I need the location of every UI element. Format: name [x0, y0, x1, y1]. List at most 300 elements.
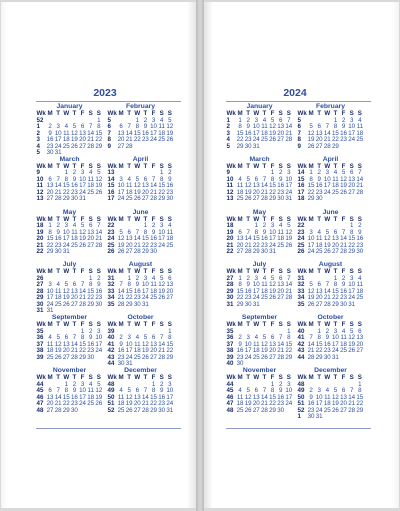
day-cell: 12: [331, 393, 339, 401]
day-cell: 11: [236, 393, 244, 401]
day-cell: 18: [315, 241, 323, 249]
weekday-header-cell: W: [253, 110, 260, 117]
week-row: [107, 302, 174, 309]
weekday-header-cell: S: [167, 110, 172, 117]
empty-day-cell: [150, 302, 158, 309]
weekday-header-row: [36, 269, 103, 275]
weekday-header-cell: F: [341, 374, 346, 381]
week-number: 46: [226, 393, 234, 401]
day-cell: 22: [236, 136, 244, 143]
day-cell: 22: [62, 400, 70, 407]
day-cell: 13: [315, 287, 323, 295]
day-cell: 27: [356, 347, 364, 355]
day-cell: 20: [356, 340, 364, 348]
day-cell: 17: [244, 347, 252, 355]
day-cell: 15: [269, 182, 276, 190]
day-cell: 17: [285, 182, 293, 190]
day-cell: 15: [348, 235, 356, 243]
day-cell: 30: [95, 300, 103, 308]
day-cell: 25: [236, 195, 244, 203]
weekday-header-cell: F: [80, 162, 85, 170]
weekday-header-cell: S: [357, 321, 362, 329]
day-cell: 8: [333, 281, 338, 289]
day-cell: 27: [315, 142, 323, 150]
day-cell: 29: [348, 248, 356, 256]
day-cell: 12: [70, 129, 78, 137]
day-cell: 22: [133, 136, 141, 143]
bottom-divider: [226, 428, 371, 429]
empty-day-cell: [166, 249, 174, 256]
weekday-header-cell: S: [357, 268, 362, 276]
day-cell: 3: [159, 222, 164, 230]
day-cell: 6: [64, 334, 69, 342]
day-cell: 7: [127, 123, 131, 130]
day-cell: 13: [277, 281, 285, 289]
week-number: 32: [297, 281, 305, 289]
day-cell: 25: [260, 294, 268, 302]
week-row: [36, 196, 103, 203]
weekday-header-cell: T: [333, 162, 338, 170]
week-number: 11: [226, 182, 234, 190]
day-cell: 11: [87, 175, 94, 183]
week-row: [226, 144, 293, 151]
day-cell: 29: [236, 300, 244, 308]
day-cell: 22: [269, 400, 276, 407]
day-cell: 26: [307, 300, 315, 308]
day-cell: 31: [125, 360, 133, 368]
weekday-header-cell: T: [56, 215, 61, 223]
day-cell: 8: [168, 334, 172, 342]
week-number: 45: [36, 387, 44, 394]
weekday-header-cell: M: [118, 268, 124, 276]
week-number: 27: [226, 274, 234, 282]
day-cell: 4: [127, 175, 131, 183]
week-number: 1: [297, 413, 301, 420]
empty-day-cell: [166, 144, 174, 151]
day-cell: 2: [88, 327, 93, 335]
month-title: April: [322, 155, 339, 163]
empty-day-cell: [166, 302, 174, 309]
day-cell: 16: [117, 347, 125, 355]
day-cell: 16: [46, 136, 54, 143]
month-block: [297, 314, 364, 367]
day-cell: 20: [315, 136, 323, 143]
empty-day-cell: [260, 144, 268, 151]
week-number: 33: [297, 287, 305, 295]
week-number: 39: [226, 353, 234, 361]
week-number: 18: [36, 222, 44, 230]
day-cell: 12: [244, 182, 252, 190]
day-cell: 23: [244, 294, 252, 302]
day-cell: 17: [62, 235, 70, 243]
day-cell: 2: [246, 274, 250, 282]
day-cell: 9: [151, 228, 156, 236]
day-cell: 12: [269, 281, 276, 289]
weekday-header-cell: W: [134, 215, 141, 223]
week-number: 11: [36, 182, 44, 190]
day-cell: 7: [309, 334, 313, 342]
day-cell: 13: [79, 129, 86, 137]
month-title: November: [242, 367, 277, 374]
weekday-header-cell: S: [278, 374, 283, 381]
week-number: 52: [107, 406, 115, 414]
day-cell: 22: [95, 136, 103, 143]
day-cell: 8: [238, 123, 242, 130]
day-cell: 30: [244, 142, 252, 150]
week-number: 33: [107, 287, 115, 295]
day-cell: 20: [46, 400, 54, 407]
day-cell: 10: [348, 123, 356, 130]
day-cell: 17: [150, 129, 157, 137]
day-cell: 13: [331, 235, 339, 243]
day-cell: 15: [331, 129, 339, 137]
empty-day-cell: [260, 302, 268, 309]
day-cell: 31: [54, 149, 62, 156]
day-cell: 4: [254, 334, 259, 342]
day-cell: 21: [277, 347, 285, 355]
week-number: 41: [297, 334, 305, 342]
week-column-header: Wk: [36, 162, 46, 170]
weekday-header-cell: M: [118, 215, 124, 223]
day-cell: 24: [54, 142, 62, 150]
week-number: 6: [107, 123, 111, 130]
day-cell: 6: [254, 387, 259, 394]
weekday-header-cell: M: [308, 215, 314, 223]
month-block: [107, 209, 174, 262]
month-block: [297, 156, 364, 209]
day-cell: 5: [97, 380, 101, 388]
day-cell: 9: [246, 281, 250, 289]
weekday-header-cell: F: [151, 215, 156, 223]
day-cell: 12: [166, 123, 174, 130]
day-cell: 22: [307, 188, 315, 196]
day-cell: 4: [333, 169, 338, 177]
month-title: February: [125, 103, 156, 110]
weekday-header-row: [36, 322, 103, 328]
week-number: 44: [297, 353, 305, 361]
weekday-header-cell: T: [333, 215, 338, 223]
day-cell: 10: [307, 235, 315, 243]
week-number: 20: [36, 235, 44, 243]
week-number: 44: [226, 380, 234, 388]
weekday-header-cell: W: [63, 268, 70, 276]
day-cell: 28: [79, 300, 86, 308]
week-number: 5: [297, 116, 301, 124]
week-number: 29: [36, 294, 44, 302]
day-cell: 17: [125, 347, 133, 355]
day-cell: 3: [254, 274, 259, 282]
month-title: October: [127, 314, 154, 322]
week-column-header: Wk: [36, 268, 46, 276]
day-cell: 18: [150, 287, 157, 295]
week-number: 46: [36, 393, 44, 401]
day-cell: 20: [252, 400, 260, 407]
day-cell: 2: [168, 169, 172, 177]
weekday-header-cell: T: [262, 215, 267, 223]
day-cell: 22: [356, 400, 364, 407]
weekday-header-cell: F: [80, 374, 85, 381]
day-cell: 18: [323, 400, 331, 407]
week-row: [107, 408, 174, 415]
week-number: 40: [226, 360, 234, 368]
week-number: 31: [36, 307, 44, 315]
day-cell: 2: [325, 327, 330, 335]
week-number: 48: [36, 406, 44, 414]
empty-day-cell: [340, 355, 348, 362]
week-number: 47: [226, 400, 234, 407]
day-cell: 13: [252, 393, 260, 401]
day-cell: 9: [159, 387, 164, 394]
week-number: 40: [107, 334, 115, 342]
day-cell: 1: [254, 222, 259, 230]
day-cell: 22: [348, 241, 356, 249]
month-block: [226, 261, 293, 314]
day-cell: 30: [277, 195, 285, 203]
day-cell: 27: [117, 142, 125, 150]
weekday-header-cell: M: [237, 162, 243, 170]
day-cell: 2: [246, 116, 250, 124]
week-column-header: Wk: [226, 268, 236, 276]
day-cell: 17: [79, 182, 86, 190]
day-cell: 19: [141, 347, 149, 355]
day-cell: 5: [97, 169, 101, 177]
day-cell: 18: [356, 287, 364, 295]
day-cell: 7: [278, 334, 283, 342]
day-cell: 1: [159, 169, 164, 177]
day-cell: 2: [238, 334, 242, 342]
day-cell: 19: [158, 287, 166, 295]
weekday-header-cell: S: [357, 162, 362, 170]
empty-day-cell: [277, 249, 285, 256]
day-cell: 6: [278, 274, 283, 282]
day-cell: 4: [56, 281, 60, 289]
day-cell: 14: [54, 393, 62, 401]
day-cell: 26: [269, 294, 276, 302]
year-calendar: [226, 86, 372, 432]
day-cell: 8: [254, 228, 259, 236]
week-number: 12: [226, 188, 234, 196]
day-cell: 7: [143, 387, 148, 394]
day-cell: 31: [315, 413, 323, 420]
day-cell: 31: [141, 300, 149, 308]
day-cell: 13: [277, 123, 285, 130]
day-cell: 26: [166, 136, 174, 143]
week-number: 22: [297, 222, 305, 230]
day-cell: 28: [150, 195, 157, 203]
day-cell: 22: [269, 188, 276, 196]
day-cell: 29: [166, 353, 174, 361]
week-row: [107, 249, 174, 256]
day-cell: 2: [358, 222, 362, 230]
day-cell: 11: [71, 228, 78, 236]
day-cell: 31: [331, 353, 339, 361]
empty-day-cell: [87, 196, 95, 203]
day-cell: 28: [277, 353, 285, 361]
weekday-header-cell: T: [56, 268, 61, 276]
day-cell: 21: [285, 129, 293, 137]
day-cell: 3: [317, 387, 321, 394]
day-cell: 2: [48, 123, 52, 130]
day-cell: 7: [262, 387, 267, 394]
day-cell: 23: [356, 241, 364, 249]
day-cell: 12: [133, 182, 141, 190]
day-cell: 5: [262, 334, 267, 342]
day-cell: 19: [117, 241, 125, 249]
day-cell: 2: [278, 380, 283, 388]
empty-day-cell: [87, 249, 95, 256]
empty-day-cell: [340, 414, 348, 421]
day-cell: 15: [269, 393, 276, 401]
day-cell: 8: [159, 175, 164, 183]
empty-day-cell: [285, 249, 293, 256]
day-cell: 4: [151, 274, 156, 282]
day-cell: 27: [348, 188, 356, 196]
day-cell: 13: [150, 340, 157, 348]
weekday-header-cell: T: [333, 268, 338, 276]
day-cell: 12: [260, 340, 268, 348]
day-cell: 31: [79, 195, 86, 203]
weekday-header-cell: S: [349, 374, 354, 381]
day-cell: 15: [236, 287, 244, 295]
weekday-header-row: [297, 269, 364, 275]
day-cell: 6: [341, 387, 346, 394]
day-cell: 22: [62, 188, 70, 196]
day-cell: 4: [64, 123, 69, 130]
day-cell: 14: [150, 182, 157, 190]
day-cell: 7: [159, 334, 164, 342]
day-cell: 31: [46, 307, 54, 315]
day-cell: 28: [125, 142, 133, 150]
day-cell: 24: [307, 248, 315, 256]
day-cell: 30: [244, 300, 252, 308]
day-cell: 6: [143, 175, 148, 183]
weekday-header-cell: T: [56, 162, 61, 170]
day-cell: 21: [95, 235, 103, 243]
week-row: [297, 302, 364, 309]
day-cell: 18: [340, 340, 347, 348]
weekday-header-cell: T: [56, 374, 61, 381]
week-number: 10: [36, 175, 44, 183]
weekday-header-cell: T: [72, 374, 77, 381]
day-cell: 29: [125, 300, 133, 308]
day-cell: 7: [135, 228, 140, 236]
day-cell: 20: [46, 188, 54, 196]
day-cell: 27: [166, 294, 174, 302]
day-cell: 20: [70, 294, 78, 302]
day-cell: 10: [62, 228, 70, 236]
day-cell: 3: [97, 327, 101, 335]
day-cell: 24: [331, 347, 339, 355]
left-page: [1, 2, 196, 508]
weekday-header-cell: F: [341, 268, 346, 276]
day-cell: 20: [348, 182, 356, 190]
day-cell: 11: [332, 175, 339, 183]
day-cell: 10: [285, 175, 293, 183]
weekday-header-row: [297, 217, 364, 223]
weekday-header-cell: T: [143, 268, 148, 276]
day-cell: 11: [46, 340, 54, 348]
day-cell: 19: [260, 347, 268, 355]
day-cell: 29: [269, 195, 276, 203]
day-cell: 9: [341, 123, 346, 130]
day-cell: 2: [97, 274, 101, 282]
week-number: 30: [226, 294, 234, 302]
day-cell: 4: [238, 387, 242, 394]
day-cell: 10: [158, 228, 166, 236]
day-cell: 12: [285, 228, 293, 236]
day-cell: 23: [244, 136, 252, 143]
week-row: [36, 355, 103, 362]
weekday-header-cell: M: [118, 321, 124, 329]
month-title: March: [249, 155, 270, 163]
day-cell: 17: [315, 400, 323, 407]
month-block: [107, 156, 174, 209]
day-cell: 9: [56, 228, 60, 236]
day-cell: 12: [348, 334, 356, 342]
month-block: [107, 103, 174, 156]
day-cell: 4: [262, 116, 267, 124]
day-cell: 20: [133, 400, 141, 407]
weekday-header-row: [107, 375, 174, 381]
day-cell: 20: [87, 235, 95, 243]
day-cell: 17: [323, 182, 331, 190]
day-cell: 12: [54, 340, 62, 348]
week-column-header: Wk: [297, 162, 307, 170]
weekday-header-cell: S: [96, 162, 101, 170]
weekday-header-cell: S: [159, 321, 164, 329]
day-cell: 19: [125, 400, 133, 407]
weekday-header-cell: W: [63, 215, 70, 223]
day-cell: 21: [158, 347, 166, 355]
day-cell: 27: [252, 406, 260, 414]
week-number: 18: [297, 195, 305, 203]
day-cell: 6: [317, 281, 321, 289]
day-cell: 28: [54, 195, 62, 203]
day-cell: 18: [158, 129, 166, 137]
weekday-header-row: [297, 111, 364, 117]
day-cell: 4: [88, 169, 93, 177]
weekday-header-cell: M: [237, 110, 243, 117]
month-title: June: [322, 208, 339, 216]
month-title: January: [246, 103, 273, 110]
day-cell: 15: [95, 129, 103, 137]
day-cell: 6: [317, 123, 321, 130]
weekday-header-cell: S: [286, 268, 291, 276]
day-cell: 3: [48, 281, 52, 289]
weekday-header-cell: W: [63, 162, 70, 170]
week-number: 35: [107, 300, 115, 308]
day-cell: 30: [166, 195, 174, 203]
empty-day-cell: [340, 196, 348, 203]
week-number: 4: [36, 142, 40, 150]
weekday-header-cell: S: [278, 110, 283, 117]
day-cell: 16: [356, 235, 364, 243]
weekday-header-cell: T: [127, 110, 132, 117]
day-cell: 23: [236, 353, 244, 361]
day-cell: 3: [349, 274, 354, 282]
day-cell: 25: [125, 195, 133, 203]
weekday-header-cell: W: [63, 321, 70, 329]
day-cell: 24: [166, 400, 174, 407]
day-cell: 11: [277, 228, 284, 236]
day-cell: 23: [70, 400, 78, 407]
day-cell: 7: [358, 169, 362, 177]
day-cell: 5: [64, 281, 69, 289]
day-cell: 14: [87, 129, 95, 137]
weekday-header-cell: F: [270, 268, 275, 276]
day-cell: 3: [349, 116, 354, 124]
day-cell: 20: [315, 294, 323, 302]
